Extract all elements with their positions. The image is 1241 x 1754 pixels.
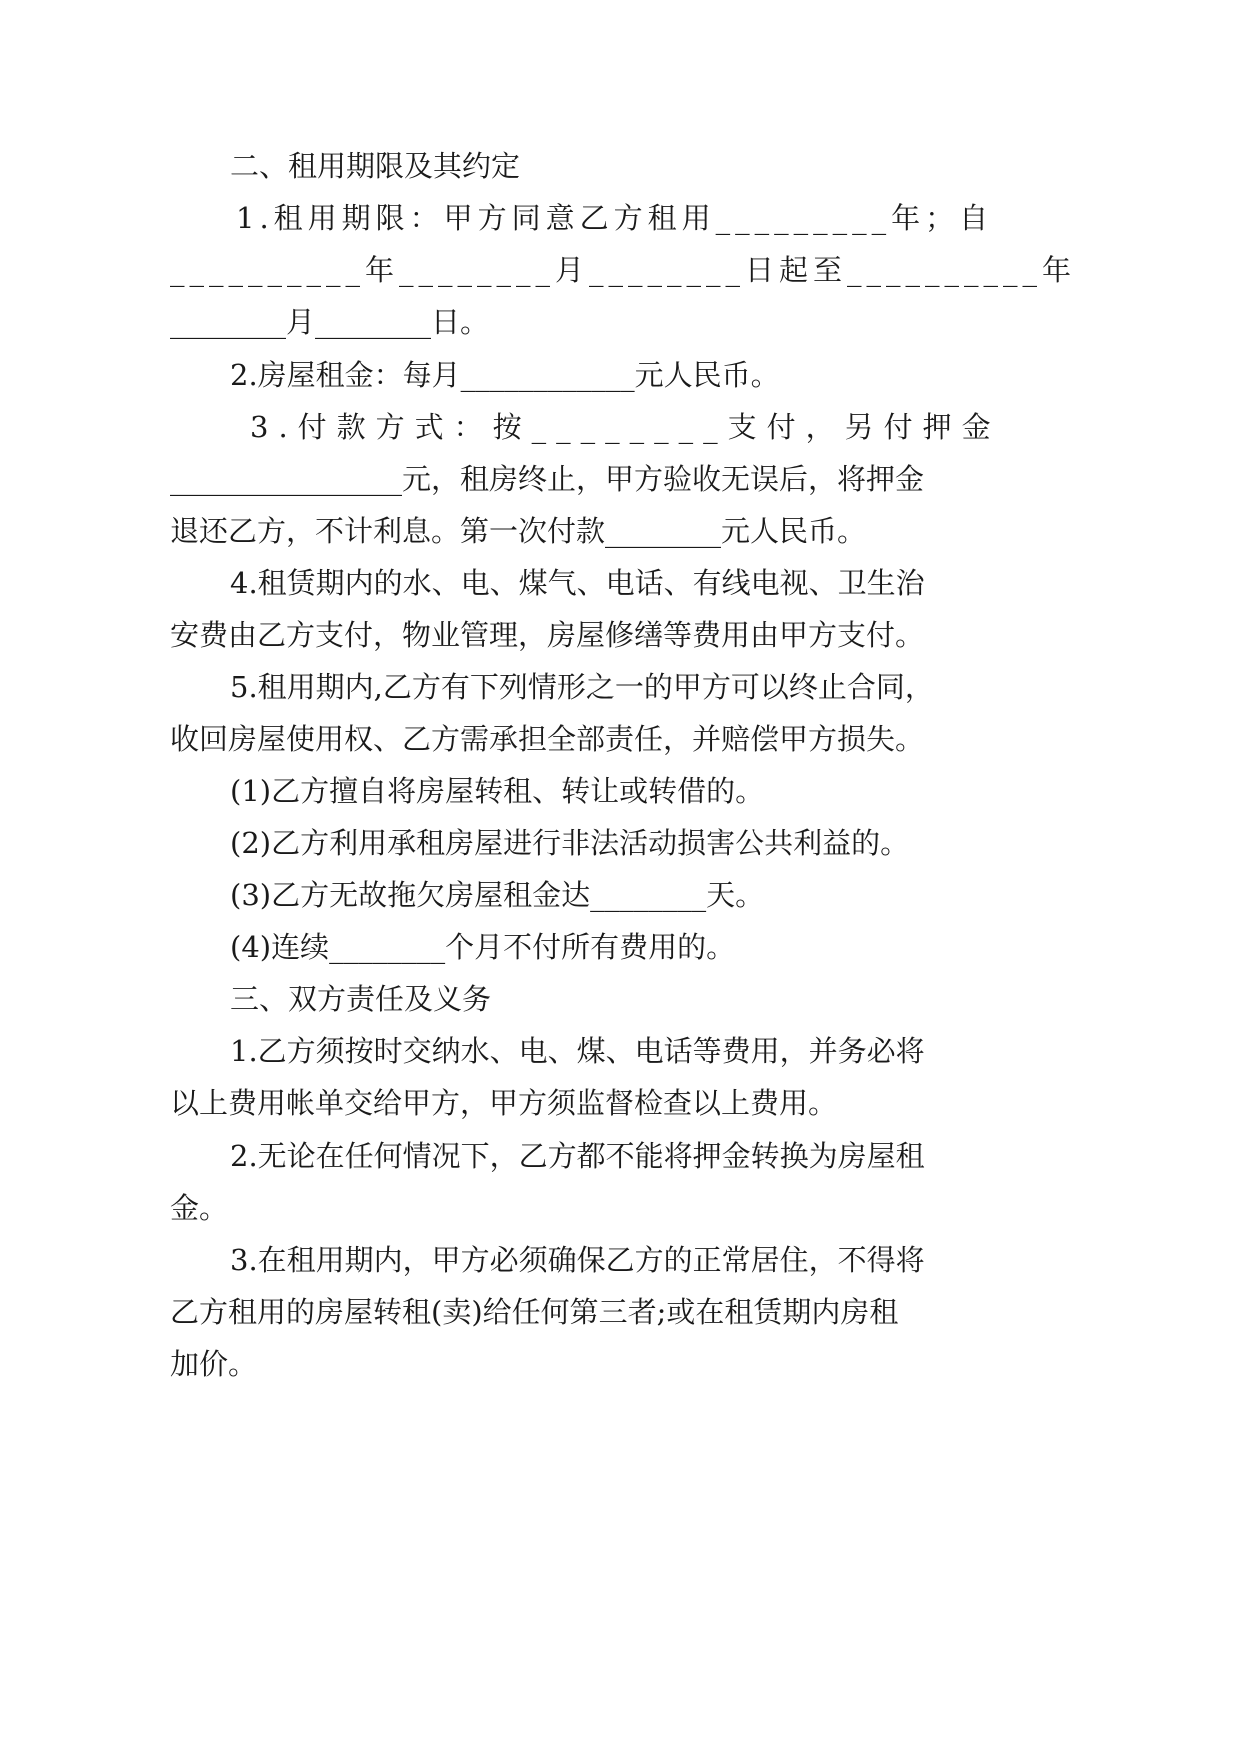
clause-lease-period: 1.租用期限：甲方同意乙方租用_________年；自	[236, 201, 994, 235]
duty-1-cont: 以上费用帐单交给甲方，甲方须监督检查以上费用。	[170, 1086, 838, 1120]
clause-termination-cont: 收回房屋使用权、乙方需承担全部责任，并赔偿甲方损失。	[170, 722, 925, 756]
clause-payment-deposit: ________________元，租房终止，甲方验收无误后，将押金	[170, 462, 925, 496]
duty-3-cont: 乙方租用的房屋转租(卖)给任何第三者;或在租赁期内房租	[170, 1295, 899, 1329]
duty-3-end: 加价。	[170, 1347, 258, 1381]
duty-2-cont: 金。	[170, 1191, 229, 1225]
termination-item-3: (3)乙方无故拖欠房屋租金达________天。	[230, 878, 765, 912]
termination-item-1: (1)乙方擅自将房屋转租、转让或转借的。	[230, 774, 765, 808]
section-heading-responsibilities: 三、双方责任及义务	[230, 982, 492, 1016]
duty-1: 1.乙方须按时交纳水、电、煤、电话等费用，并务必将	[230, 1034, 925, 1068]
clause-utilities: 4.租赁期内的水、电、煤气、电话、有线电视、卫生治	[230, 566, 925, 600]
clause-payment-first: 退还乙方，不计利息。第一次付款________元人民币。	[170, 514, 867, 548]
clause-lease-period-end: ________月________日。	[170, 305, 490, 339]
clause-payment-method: 3.付款方式：按________支付，另付押金	[250, 410, 1001, 444]
termination-item-4: (4)连续________个月不付所有费用的。	[230, 930, 736, 964]
clause-lease-period-dates: __________年________月________日起至__________年	[170, 253, 1077, 287]
termination-item-2: (2)乙方利用承租房屋进行非法活动损害公共利益的。	[230, 826, 910, 860]
duty-3: 3.在租用期内，甲方必须确保乙方的正常居住，不得将	[230, 1243, 925, 1277]
clause-utilities-cont: 安费由乙方支付，物业管理，房屋修缮等费用由甲方支付。	[170, 618, 925, 652]
duty-2: 2.无论在任何情况下，乙方都不能将押金转换为房屋租	[230, 1139, 925, 1173]
clause-rent: 2.房屋租金：每月____________元人民币。	[230, 358, 780, 392]
section-heading-lease-term: 二、租用期限及其约定	[230, 149, 521, 183]
clause-termination: 5.租用期内,乙方有下列情形之一的甲方可以终止合同，	[230, 670, 934, 704]
